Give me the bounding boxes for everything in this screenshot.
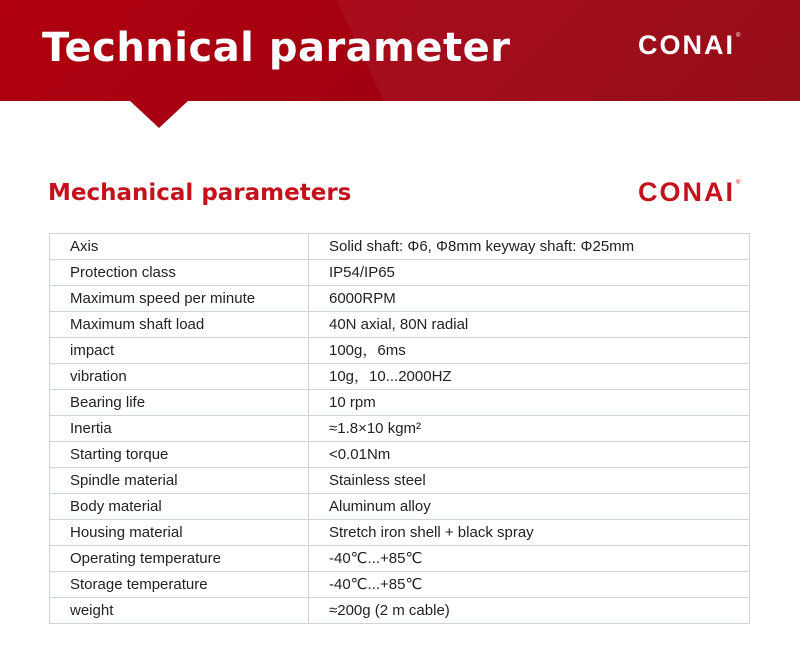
parameter-name: Spindle material [50, 468, 309, 494]
parameter-value: 100g，6ms [309, 338, 750, 364]
parameter-name: Housing material [50, 520, 309, 546]
parameter-value: Stainless steel [309, 468, 750, 494]
table-row [50, 312, 750, 338]
table-row [50, 494, 750, 520]
page-title: Technical parameter [42, 25, 511, 71]
parameter-name: impact [50, 338, 309, 364]
parameter-name: Body material [50, 494, 309, 520]
table-row [50, 442, 750, 468]
parameter-name: Starting torque [50, 442, 309, 468]
table-row [50, 520, 750, 546]
parameter-value: Solid shaft: Φ6, Φ8mm keyway shaft: Φ25mm [309, 234, 750, 260]
parameter-name: Inertia [50, 416, 309, 442]
parameter-value: IP54/IP65 [309, 260, 750, 286]
parameter-value: Stretch iron shell + black spray [309, 520, 750, 546]
parameter-value: -40℃...+85℃ [309, 546, 750, 572]
table-row [50, 338, 750, 364]
header-banner [0, 0, 800, 101]
banner-notch [129, 100, 189, 128]
table-row [50, 234, 750, 260]
brand-logo-text: CONAI [638, 177, 735, 207]
parameter-value: Aluminum alloy [309, 494, 750, 520]
brand-logo-text: CONAI [638, 30, 735, 60]
table-row [50, 364, 750, 390]
brand-logo-header [638, 32, 740, 59]
brand-logo-section [638, 179, 740, 206]
registered-mark: ® [736, 180, 741, 186]
parameter-value: <0.01Nm [309, 442, 750, 468]
parameter-value: -40℃...+85℃ [309, 572, 750, 598]
parameter-value: 6000RPM [309, 286, 750, 312]
parameter-name: Maximum shaft load [50, 312, 309, 338]
parameter-value: 40N axial, 80N radial [309, 312, 750, 338]
table-row [50, 286, 750, 312]
table-row [50, 260, 750, 286]
table-row [50, 416, 750, 442]
registered-mark: ® [736, 33, 741, 39]
parameter-name: Storage temperature [50, 572, 309, 598]
parameter-name: weight [50, 598, 309, 624]
table-row [50, 390, 750, 416]
parameter-name: Axis [50, 234, 309, 260]
table-row [50, 598, 750, 624]
parameter-value: ≈1.8×10 kgm² [309, 416, 750, 442]
parameter-table-body [50, 234, 750, 624]
parameter-value: ≈200g (2 m cable) [309, 598, 750, 624]
parameter-name: Bearing life [50, 390, 309, 416]
parameter-name: vibration [50, 364, 309, 390]
parameter-table [49, 233, 750, 624]
parameter-name: Maximum speed per minute [50, 286, 309, 312]
parameter-value: 10g，10...2000HZ [309, 364, 750, 390]
section-title: Mechanical parameters [48, 180, 352, 206]
parameter-name: Protection class [50, 260, 309, 286]
table-row [50, 572, 750, 598]
table-row [50, 546, 750, 572]
table-row [50, 468, 750, 494]
parameter-name: Operating temperature [50, 546, 309, 572]
parameter-value: 10 rpm [309, 390, 750, 416]
